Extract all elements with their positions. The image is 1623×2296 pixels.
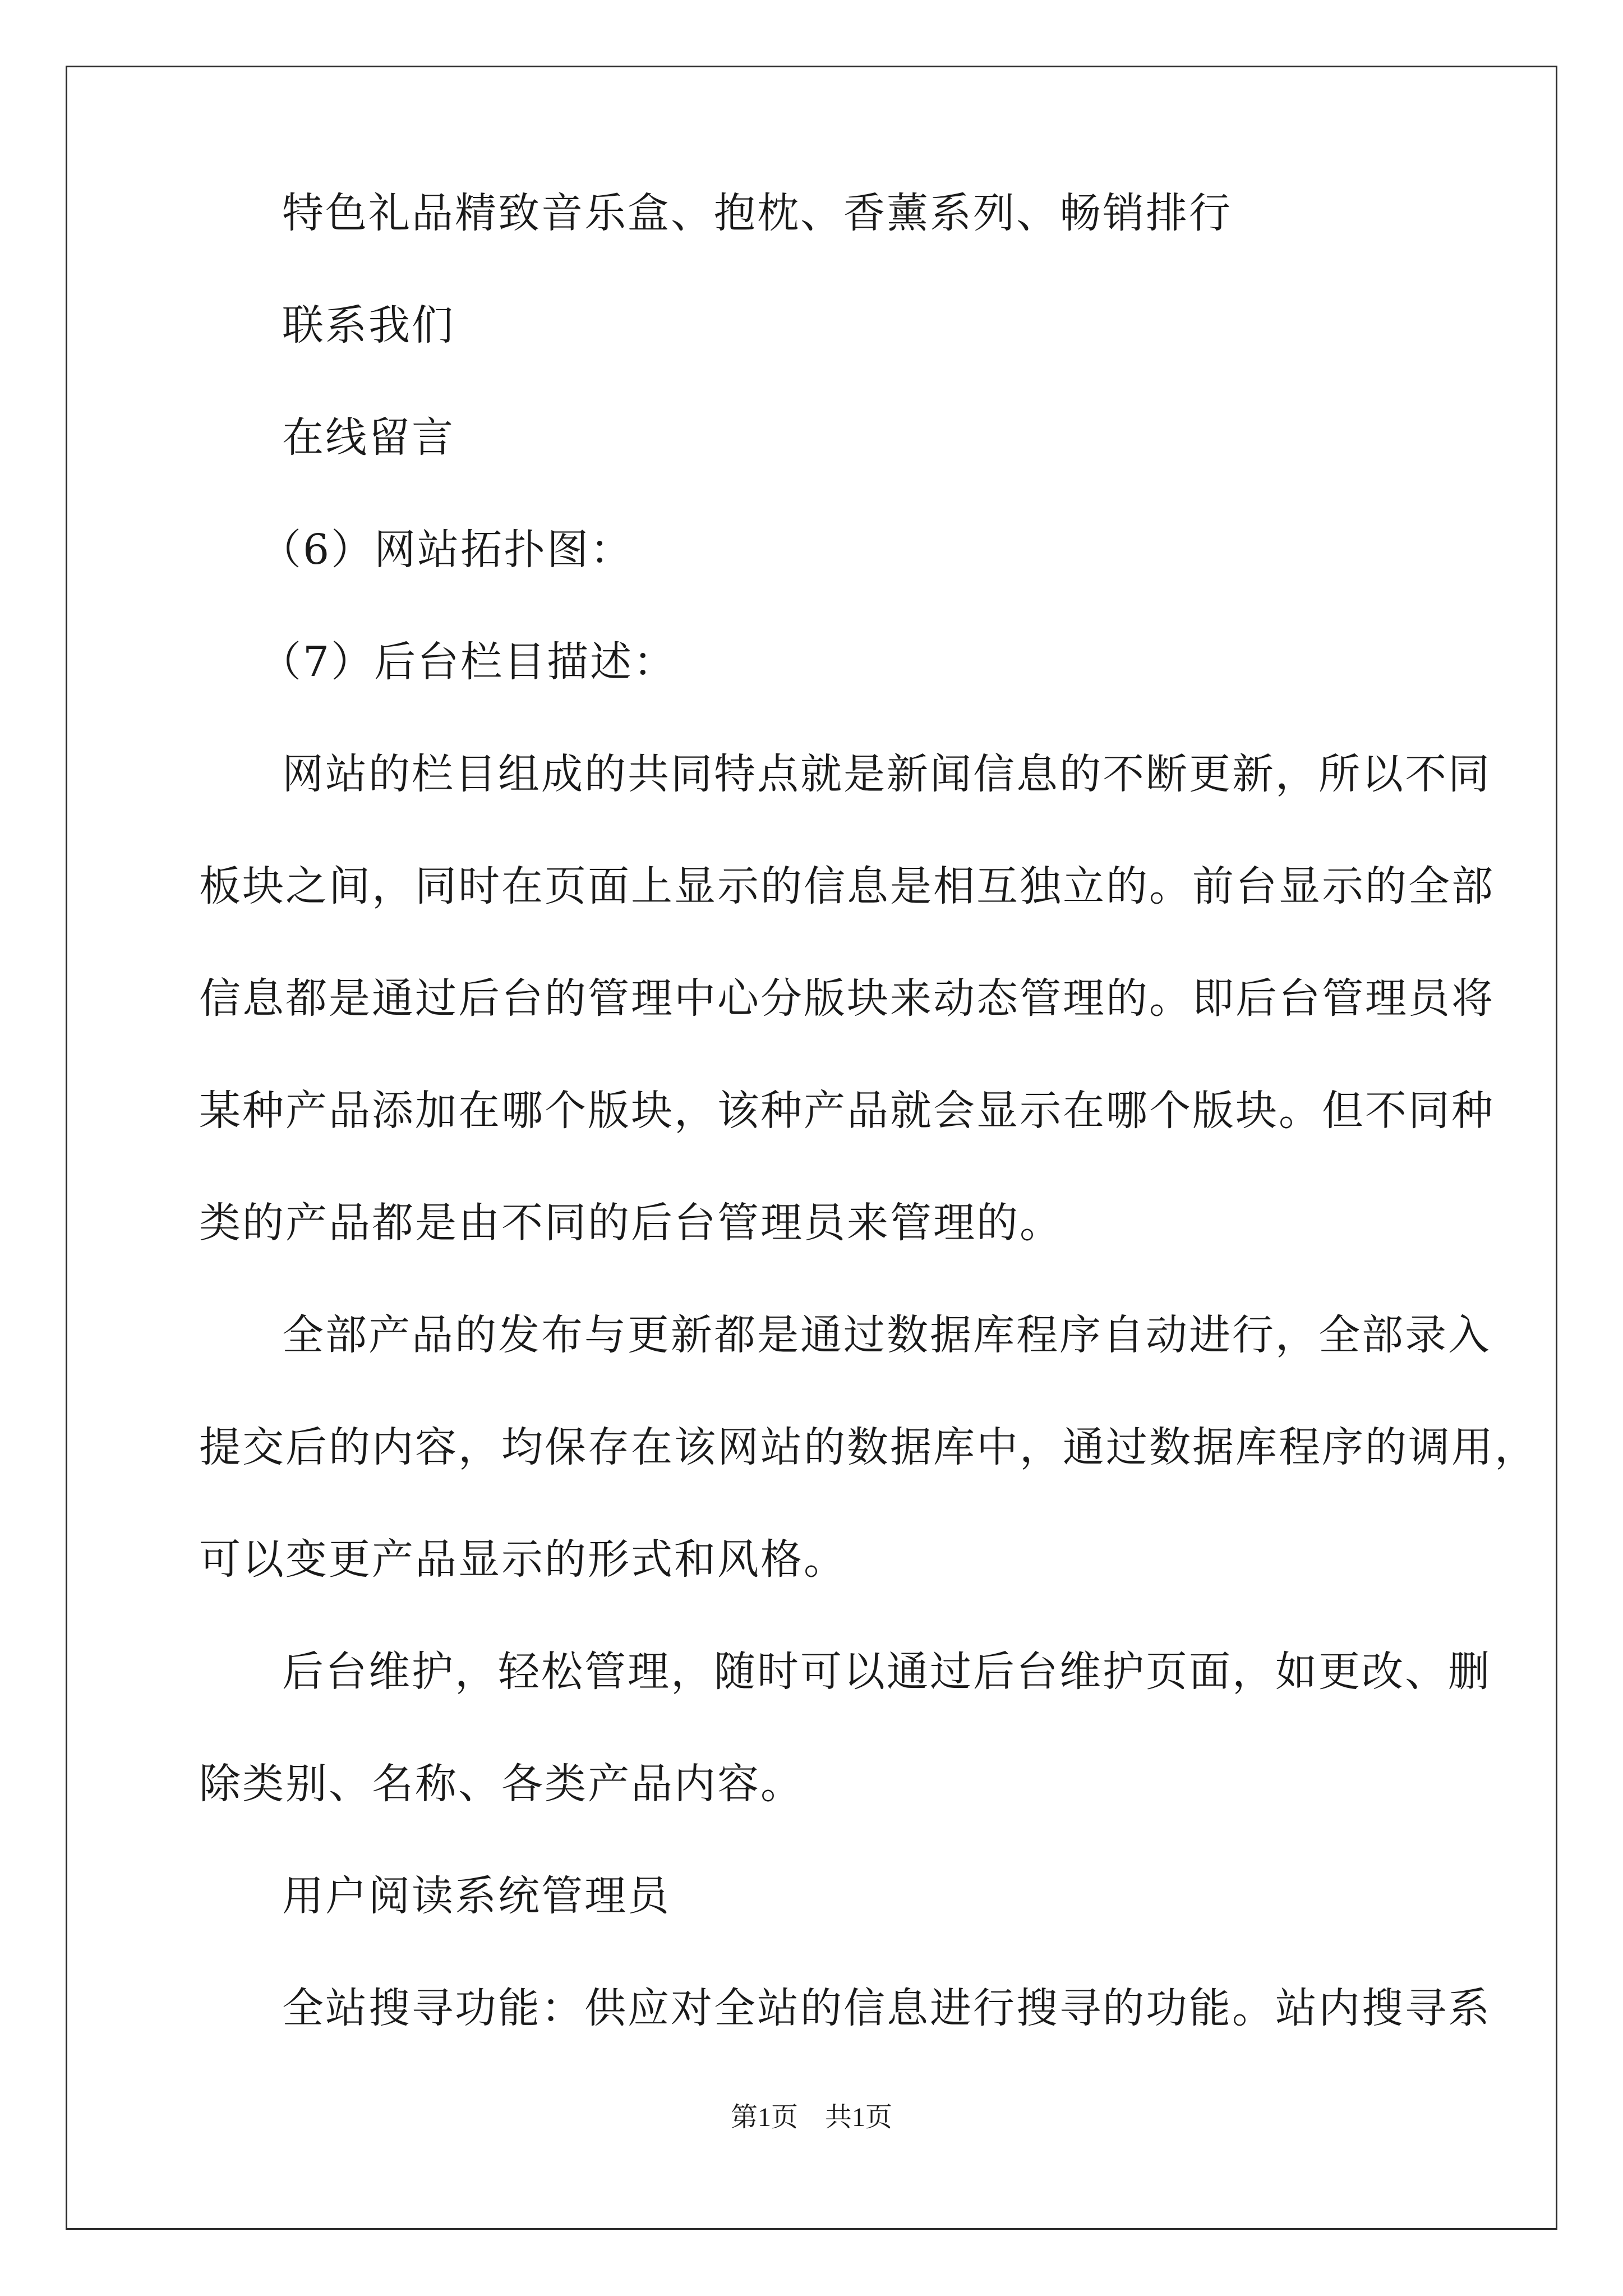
section-heading: （7）后台栏目描述： — [260, 638, 677, 686]
paragraph-line: 信息都是通过后台的管理中心分版块来动态管理的。即后台管理员将 — [199, 974, 1495, 1023]
paragraph-line: 在线留言 — [282, 413, 455, 462]
paragraph-line: 特色礼品精致音乐盒、抱枕、香薰系列、畅销排行 — [282, 189, 1232, 237]
section-heading: （6）网站拓扑图： — [260, 526, 634, 574]
paragraph-line: 后台维护，轻松管理，随时可以通过后台维护页面，如更改、删 — [282, 1648, 1491, 1696]
paragraph-line: 提交后的内容，均保存在该网站的数据库中，通过数据库程序的调用， — [199, 1423, 1538, 1471]
page-footer — [0, 2095, 1623, 2134]
paragraph-line: 用户阅读系统管理员 — [282, 1872, 671, 1920]
paragraph-line: 除类别、名称、各类产品内容。 — [199, 1760, 804, 1808]
page-number: 第1页 — [730, 2102, 798, 2132]
paragraph-line: 全站搜寻功能：供应对全站的信息进行搜寻的功能。站内搜寻系 — [282, 1984, 1491, 2032]
page-total: 共1页 — [825, 2102, 893, 2132]
paragraph-line: 板块之间，同时在页面上显示的信息是相互独立的。前台显示的全部 — [199, 862, 1495, 910]
paragraph-line: 类的产品都是由不同的后台管理员来管理的。 — [199, 1199, 1063, 1247]
paragraph-line: 网站的栏目组成的共同特点就是新闻信息的不断更新，所以不同 — [282, 750, 1491, 798]
paragraph-line: 联系我们 — [282, 301, 455, 349]
paragraph-line: 全部产品的发布与更新都是通过数据库程序自动进行，全部录入 — [282, 1311, 1491, 1359]
paragraph-line: 可以变更产品显示的形式和风格。 — [199, 1535, 847, 1584]
paragraph-line: 某种产品添加在哪个版块，该种产品就会显示在哪个版块。但不同种 — [199, 1087, 1495, 1135]
